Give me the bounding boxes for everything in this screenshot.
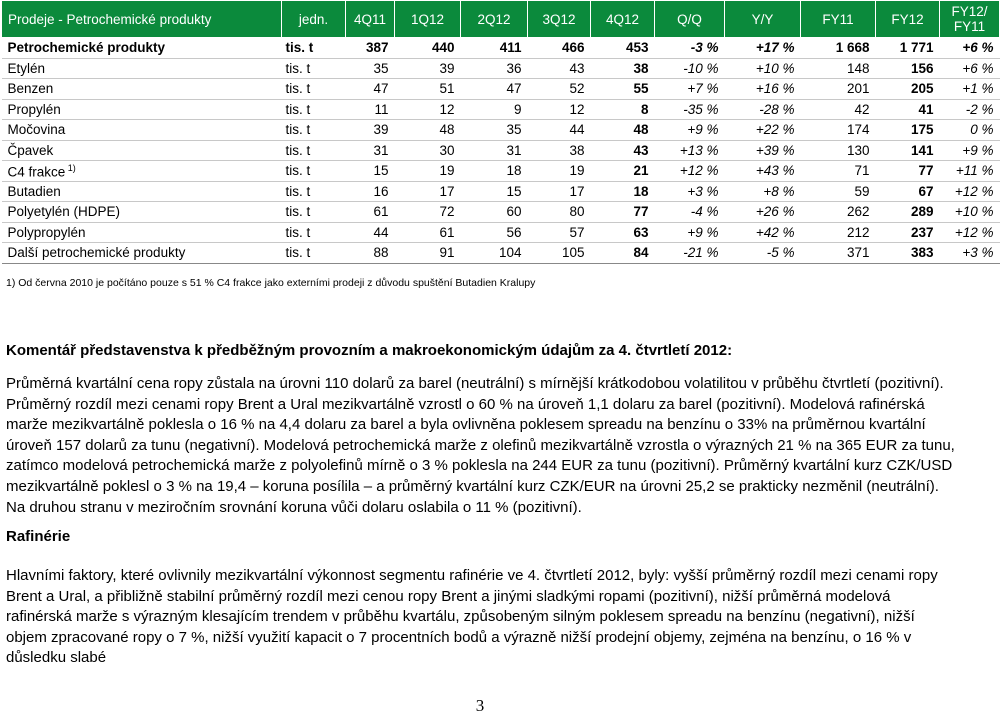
table-cell: 84	[591, 243, 655, 264]
table-cell: 201	[801, 79, 876, 100]
table-cell: 30	[395, 140, 461, 161]
table-cell: 105	[528, 243, 591, 264]
row-unit: tis. t	[282, 202, 346, 223]
row-unit: tis. t	[282, 38, 346, 59]
row-label: Petrochemické produkty	[2, 38, 282, 59]
table-cell: +13 %	[655, 140, 725, 161]
table-row	[2, 202, 1000, 223]
table-cell: +12 %	[940, 222, 1000, 243]
row-label: Polypropylén	[2, 222, 282, 243]
refinery-paragraph: Hlavními faktory, které ovlivnily mezikvartální výkonnost segmentu rafinérie ve 4. čtvrtletí 2012, byly: vyšší průměrný rozdíl mezi cenami ropy Brent a Ural, a přibližně stabilní průměrný rozdíl mezi cenou ropy Brent a jinými sladkými ropami (pozitivní), nižší průměrná modelová rafinérská marže s výrazným klesajícím trendem v průběhu kvartálu, způsobeným silným poklesem spreadu na benzínu (negativní), nižší objem zpracované ropy o 7 %, nižší využití kapacit o 7 procentních bodů a výrazně nižší prodejní objemy, zejména na benzínu, o 16 % v důsledku slabé	[6, 567, 938, 667]
row-unit: tis. t	[282, 243, 346, 264]
table-cell: 175	[876, 120, 940, 141]
table-cell: 411	[461, 38, 528, 59]
table-cell: +12 %	[655, 161, 725, 182]
table-cell: +22 %	[725, 120, 801, 141]
table-cell: 1 668	[801, 38, 876, 59]
table-cell: 71	[801, 161, 876, 182]
column-header: Y/Y	[725, 1, 801, 38]
table-cell: +26 %	[725, 202, 801, 223]
table-cell: 67	[876, 181, 940, 202]
table-cell: 31	[346, 140, 395, 161]
table-cell: 59	[801, 181, 876, 202]
table-cell: 39	[395, 58, 461, 79]
table-cell: 16	[346, 181, 395, 202]
table-cell: 38	[528, 140, 591, 161]
table-cell: 383	[876, 243, 940, 264]
row-unit: tis. t	[282, 140, 346, 161]
table-cell: 141	[876, 140, 940, 161]
petrochemical-sales-table	[1, 0, 1000, 264]
table-cell: +10 %	[940, 202, 1000, 223]
table-cell: -10 %	[655, 58, 725, 79]
row-label: C4 frakce $^{1)}$	[2, 161, 282, 182]
table-cell: 453	[591, 38, 655, 59]
table-cell: -2 %	[940, 99, 1000, 120]
table-cell: 12	[395, 99, 461, 120]
table-cell: +1 %	[940, 79, 1000, 100]
table-cell: 371	[801, 243, 876, 264]
table-cell: +11 %	[940, 161, 1000, 182]
table-cell: 61	[395, 222, 461, 243]
table-row	[2, 58, 1000, 79]
table-cell: 31	[461, 140, 528, 161]
table-cell: 38	[591, 58, 655, 79]
row-unit: tis. t	[282, 222, 346, 243]
table-cell: 56	[461, 222, 528, 243]
table-cell: -28 %	[725, 99, 801, 120]
column-header: FY12/ FY11	[940, 1, 1000, 38]
table-cell: +9 %	[655, 120, 725, 141]
table-cell: 72	[395, 202, 461, 223]
table-cell: 63	[591, 222, 655, 243]
table-cell: 11	[346, 99, 395, 120]
table-cell: 77	[591, 202, 655, 223]
table-cell: 17	[528, 181, 591, 202]
table-cell: +12 %	[940, 181, 1000, 202]
column-header: 2Q12	[461, 1, 528, 38]
table-cell: 91	[395, 243, 461, 264]
row-label: Další petrochemické produkty	[2, 243, 282, 264]
table-cell: 15	[346, 161, 395, 182]
table-cell: +43 %	[725, 161, 801, 182]
table-cell: 130	[801, 140, 876, 161]
table-cell: 44	[528, 120, 591, 141]
table-cell: +6 %	[940, 38, 1000, 59]
table-cell: 55	[591, 79, 655, 100]
table-cell: 77	[876, 161, 940, 182]
table-row	[2, 99, 1000, 120]
table-cell: 44	[346, 222, 395, 243]
page-number: 3	[475, 696, 485, 715]
table-cell: 262	[801, 202, 876, 223]
column-header: Prodeje - Petrochemické produkty	[2, 1, 282, 38]
table-cell: 18	[461, 161, 528, 182]
table-cell: 48	[395, 120, 461, 141]
row-unit: tis. t	[282, 79, 346, 100]
table-cell: +17 %	[725, 38, 801, 59]
table-cell: 9	[461, 99, 528, 120]
table-cell: 15	[461, 181, 528, 202]
table-cell: 12	[528, 99, 591, 120]
table-row	[2, 161, 1000, 182]
table-cell: 148	[801, 58, 876, 79]
table-cell: 88	[346, 243, 395, 264]
table-cell: 21	[591, 161, 655, 182]
row-unit: tis. t	[282, 181, 346, 202]
table-cell: 48	[591, 120, 655, 141]
table-cell: 36	[461, 58, 528, 79]
table-cell: 42	[801, 99, 876, 120]
table-cell: 19	[395, 161, 461, 182]
table-cell: 51	[395, 79, 461, 100]
table-cell: 19	[528, 161, 591, 182]
table-cell: 289	[876, 202, 940, 223]
column-header: FY11	[801, 1, 876, 38]
table-cell: -5 %	[725, 243, 801, 264]
table-cell: +7 %	[655, 79, 725, 100]
commentary-paragraph: Průměrná kvartální cena ropy zůstala na úrovni 110 dolarů za barel (neutrální) s mírnější krátkodobou volatilitou v průběhu čtvrtletí (pozitivní). Průměrný rozdíl mezi cenami ropy Brent a Ural mezikvartálně vzrostl o 60 % na úroveň 1,1 dolaru za barel (pozitivní). Modelová rafinérská marže mezikvartálně poklesla o 16 % na 4,4 dolaru za barel a byla ovlivněna poklesem spreadu na benzínu o 33% na průměrnou kvartální úroveň 157 dolarů za tunu (negativní). Modelová petrochemická marže z olefinů mezikvartálně vzrostla o výrazných 21 % na 365 EUR za tunu, zatímco modelová petrochemická marže z polyolefinů mírně o 3 % poklesla na 244 EUR za tunu (pozitivní). Průměrný kvartální kurz CZK/USD mezikvartálně poklesl o 3 % na 19,4 – koruna posílila – a průměrný kvartální kurz CZK/EUR na úrovni 25,2 se prakticky nezměnil (neutrální). Na druhou stranu v meziročním srovnání koruna vůči dolaru oslabila o 11 % (pozitivní).	[6, 375, 955, 516]
table-row	[2, 38, 1000, 59]
column-header: jedn.	[282, 1, 346, 38]
table-cell: 387	[346, 38, 395, 59]
table-cell: 0 %	[940, 120, 1000, 141]
table-cell: 57	[528, 222, 591, 243]
row-label: Propylén	[2, 99, 282, 120]
column-header: 4Q12	[591, 1, 655, 38]
table-cell: 156	[876, 58, 940, 79]
table-cell: 174	[801, 120, 876, 141]
table-row	[2, 120, 1000, 141]
row-unit: tis. t	[282, 161, 346, 182]
section-title-refinery: Rafinérie	[6, 528, 71, 545]
table-cell: +10 %	[725, 58, 801, 79]
table-cell: 205	[876, 79, 940, 100]
table-cell: 212	[801, 222, 876, 243]
commentary-heading: Komentář představenstva k předběžným provozním a makroekonomickým údajům za 4. čtvrtletí 2012:	[6, 342, 733, 359]
row-unit: tis. t	[282, 58, 346, 79]
table-row	[2, 181, 1000, 202]
table-cell: 1 771	[876, 38, 940, 59]
table-cell: +8 %	[725, 181, 801, 202]
table-header-row	[2, 1, 1000, 38]
table-cell: 47	[346, 79, 395, 100]
table-cell: 8	[591, 99, 655, 120]
table-cell: 237	[876, 222, 940, 243]
row-label: Butadien	[2, 181, 282, 202]
row-unit: tis. t	[282, 99, 346, 120]
table-cell: -3 %	[655, 38, 725, 59]
table-cell: 35	[346, 58, 395, 79]
table-cell: +3 %	[655, 181, 725, 202]
table-cell: 60	[461, 202, 528, 223]
table-cell: +42 %	[725, 222, 801, 243]
table-cell: +9 %	[940, 140, 1000, 161]
table-row	[2, 243, 1000, 264]
table-cell: 104	[461, 243, 528, 264]
table-cell: 440	[395, 38, 461, 59]
table-cell: -21 %	[655, 243, 725, 264]
row-unit: tis. t	[282, 120, 346, 141]
table-cell: 43	[528, 58, 591, 79]
table-cell: -4 %	[655, 202, 725, 223]
row-label: Polyetylén (HDPE)	[2, 202, 282, 223]
table-footnote: 1) Od června 2010 je počítáno pouze s 51 % C4 frakce jako externími prodeji z důvodu spuštění Butadien Kralupy	[6, 277, 536, 289]
table-cell: 35	[461, 120, 528, 141]
column-header: 3Q12	[528, 1, 591, 38]
table-cell: +3 %	[940, 243, 1000, 264]
table-cell: 43	[591, 140, 655, 161]
row-label: Čpavek	[2, 140, 282, 161]
table-cell: -35 %	[655, 99, 725, 120]
table-cell: 61	[346, 202, 395, 223]
table-cell: 52	[528, 79, 591, 100]
table-cell: +6 %	[940, 58, 1000, 79]
table-row	[2, 222, 1000, 243]
row-label: Benzen	[2, 79, 282, 100]
table-cell: 18	[591, 181, 655, 202]
table-cell: 41	[876, 99, 940, 120]
table-cell: 17	[395, 181, 461, 202]
row-label: Močovina	[2, 120, 282, 141]
table-cell: 466	[528, 38, 591, 59]
column-header: FY12	[876, 1, 940, 38]
column-header: 1Q12	[395, 1, 461, 38]
column-header: Q/Q	[655, 1, 725, 38]
table-cell: +9 %	[655, 222, 725, 243]
table-cell: +39 %	[725, 140, 801, 161]
row-label: Etylén	[2, 58, 282, 79]
table-row	[2, 140, 1000, 161]
column-header: 4Q11	[346, 1, 395, 38]
table-cell: 80	[528, 202, 591, 223]
table-cell: 39	[346, 120, 395, 141]
table-cell: +16 %	[725, 79, 801, 100]
table-row	[2, 79, 1000, 100]
table-cell: 47	[461, 79, 528, 100]
